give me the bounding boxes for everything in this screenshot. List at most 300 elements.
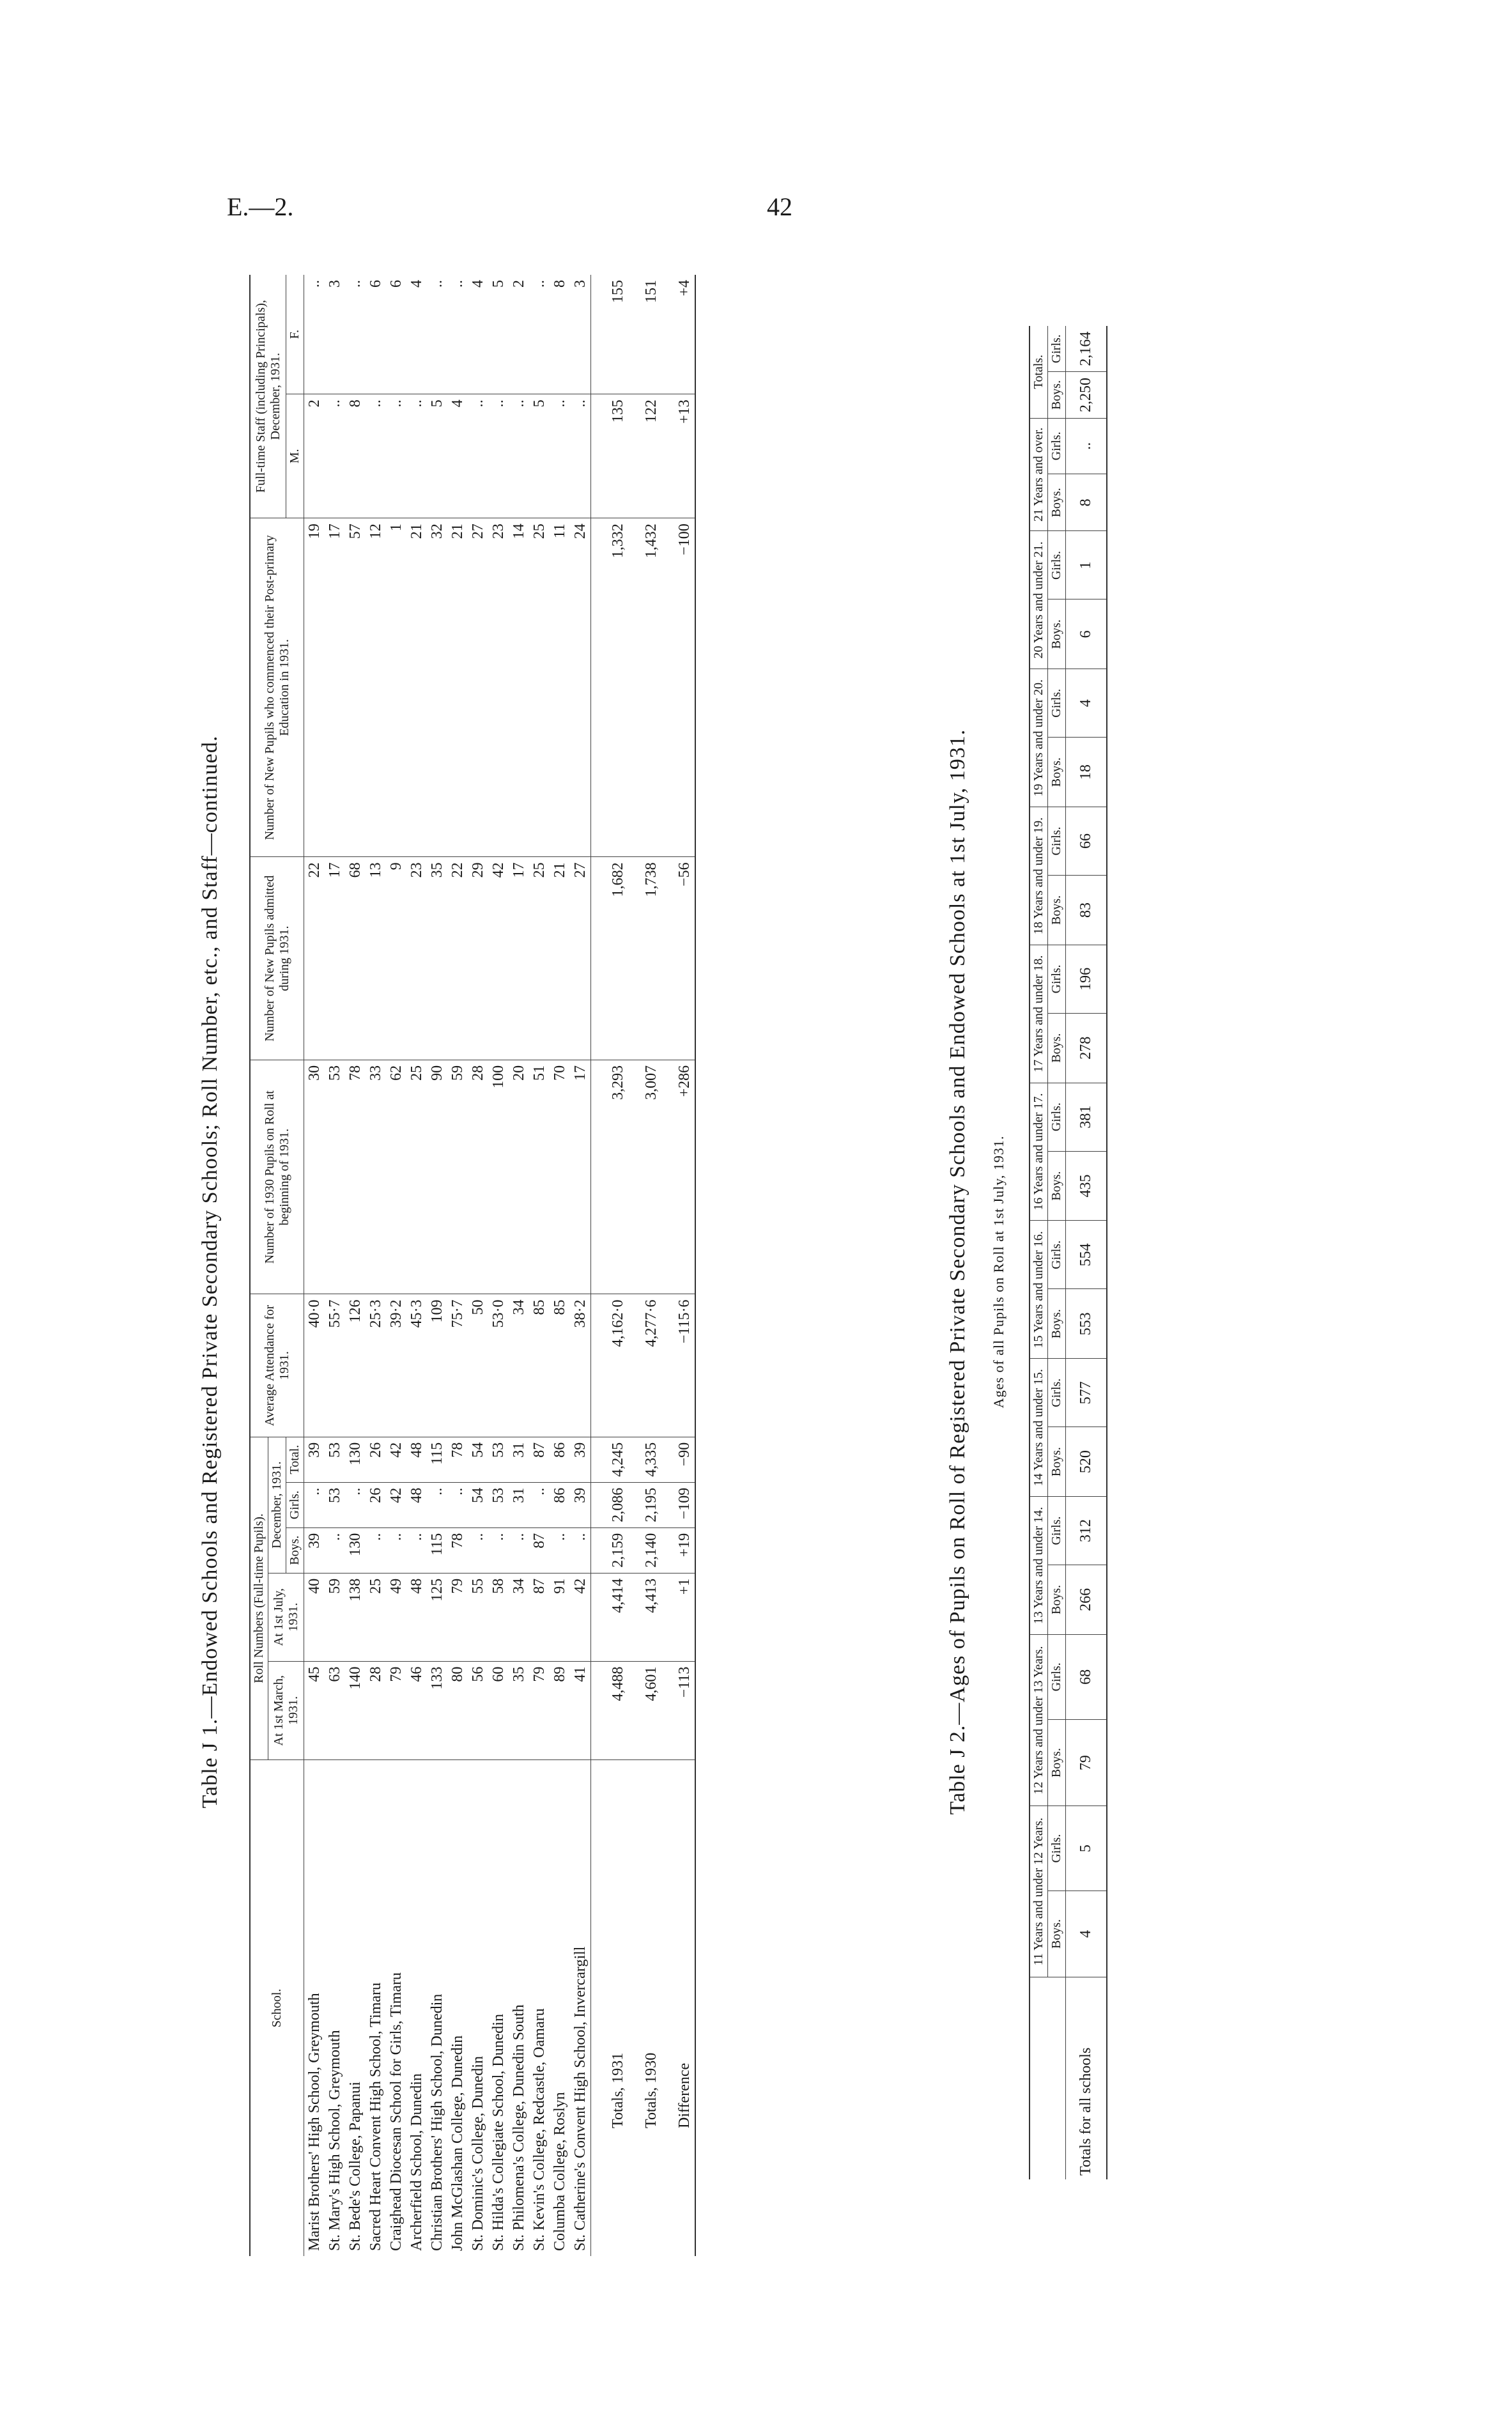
table-j1-title: Table J 1.—Endowed Schools and Registered Private Secondary Schools; Roll Number, etc., and Staff—continued.: [198, 735, 222, 1809]
cell-total: 86: [550, 1437, 570, 1482]
cell-f: 6: [386, 275, 406, 394]
col-staff-f: F.: [286, 275, 304, 394]
col-girls: Girls.: [1048, 531, 1066, 599]
col-at-march: At 1st March, 1931.: [268, 1661, 304, 1759]
cell-total: 26: [366, 1437, 386, 1482]
col-girls: Girls.: [1048, 1221, 1066, 1289]
cell-commenced: 14: [509, 518, 529, 857]
cell-n1930: 17: [570, 1060, 591, 1294]
total-cell-total: 4,335: [628, 1437, 661, 1482]
school-name: Sacred Heart Convent High School, Timaru: [367, 1983, 384, 2251]
cell-july: 40: [304, 1573, 325, 1661]
cell-july: 59: [325, 1573, 345, 1661]
cell-n1930: 33: [366, 1060, 386, 1294]
age-count-cell: 68: [1066, 1634, 1107, 1719]
col-boys: Boys.: [1048, 599, 1066, 669]
table-row: [345, 275, 366, 2256]
total-cell-admitted: 1,682: [591, 857, 629, 1060]
cell-total: 48: [406, 1437, 427, 1482]
table-row: [529, 275, 550, 2256]
total-cell-commenced: 1,432: [628, 518, 661, 857]
cell-avg: 50: [468, 1294, 488, 1437]
col-boys: Boys.: [286, 1527, 304, 1573]
col-girls: Girls.: [286, 1482, 304, 1527]
age-group-header: 11 Years and under 12 Years.: [1030, 1806, 1048, 1977]
table-row: [427, 275, 447, 2256]
cell-july: 55: [468, 1573, 488, 1661]
cell-boys: 39: [304, 1527, 325, 1573]
cell-f: 2: [509, 275, 529, 394]
cell-march: 45: [304, 1661, 325, 1759]
cell-total: 78: [447, 1437, 468, 1482]
total-cell-boys: 2,159: [591, 1527, 629, 1573]
age-count-cell: ..: [1066, 418, 1107, 474]
cell-girls: 53: [325, 1482, 345, 1527]
age-group-header: 16 Years and under 17.: [1030, 1083, 1048, 1221]
cell-avg: 45·3: [406, 1294, 427, 1437]
table-row: [550, 275, 570, 2256]
total-cell-total: 4,245: [591, 1437, 629, 1482]
cell-march: 35: [509, 1661, 529, 1759]
cell-m: ..: [366, 394, 386, 518]
cell-m: ..: [550, 394, 570, 518]
totals-label: Totals, 1931: [591, 1760, 629, 2257]
col-staff-m: M.: [286, 394, 304, 518]
cell-girls: 53: [488, 1482, 509, 1527]
cell-avg: 109: [427, 1294, 447, 1437]
col-girls: Girls.: [1048, 1083, 1066, 1151]
school-name: St. Bede's College, Papanui: [346, 2082, 364, 2251]
cell-july: 91: [550, 1573, 570, 1661]
age-group-header: 13 Years and under 14.: [1030, 1497, 1048, 1635]
cell-july: 25: [366, 1573, 386, 1661]
school-name: John McGlashan College, Dunedin: [449, 2035, 466, 2251]
age-count-cell: 5: [1066, 1806, 1107, 1891]
cell-july: 79: [447, 1573, 468, 1661]
age-count-cell: 381: [1066, 1083, 1107, 1151]
cell-admitted: 35: [427, 857, 447, 1060]
col-staff: Full-time Staff (including Principals), December, 1931.: [250, 275, 286, 518]
col-avg-attendance: Average Attendance for 1931.: [250, 1294, 304, 1437]
col-new-admitted: Number of New Pupils admitted during 1931.: [250, 857, 304, 1060]
cell-march: 41: [570, 1661, 591, 1759]
cell-commenced: 57: [345, 518, 366, 857]
col-1930-pupils: Number of 1930 Pupils on Roll at beginning of 1931.: [250, 1060, 304, 1294]
cell-march: 140: [345, 1661, 366, 1759]
totals-label: Totals, 1930: [642, 2052, 660, 2128]
cell-avg: 39·2: [386, 1294, 406, 1437]
cell-march: 79: [529, 1661, 550, 1759]
cell-boys: ..: [366, 1527, 386, 1573]
cell-total: 53: [325, 1437, 345, 1482]
cell-commenced: 32: [427, 518, 447, 857]
total-cell-admitted: −56: [661, 857, 695, 1060]
cell-girls: 86: [550, 1482, 570, 1527]
age-count-cell: 520: [1066, 1427, 1107, 1497]
cell-july: 49: [386, 1573, 406, 1661]
cell-avg: 75·7: [447, 1294, 468, 1437]
total-cell-girls: 2,195: [628, 1482, 661, 1527]
cell-boys: 87: [529, 1527, 550, 1573]
cell-avg: 25·3: [366, 1294, 386, 1437]
cell-commenced: 1: [386, 518, 406, 857]
cell-total: 130: [345, 1437, 366, 1482]
cell-total: 53: [488, 1437, 509, 1482]
cell-f: 4: [468, 275, 488, 394]
cell-commenced: 19: [304, 518, 325, 857]
col-total: Total.: [286, 1437, 304, 1482]
age-group-header: 18 Years and under 19.: [1030, 807, 1048, 945]
cell-f: ..: [529, 275, 550, 394]
age-group-header: 21 Years and over.: [1030, 418, 1048, 531]
total-cell-july: +1: [661, 1573, 695, 1661]
cell-avg: 85: [529, 1294, 550, 1437]
cell-n1930: 30: [304, 1060, 325, 1294]
col-boys: Boys.: [1048, 474, 1066, 531]
cell-commenced: 21: [406, 518, 427, 857]
col-december: December, 1931.: [268, 1437, 286, 1573]
table-row: [570, 275, 591, 2256]
cell-boys: ..: [325, 1527, 345, 1573]
cell-admitted: 22: [304, 857, 325, 1060]
page-number: 42: [767, 192, 792, 221]
cell-girls: ..: [529, 1482, 550, 1527]
total-cell-boys: 2,140: [628, 1527, 661, 1573]
cell-n1930: 62: [386, 1060, 406, 1294]
cell-admitted: 27: [570, 857, 591, 1060]
cell-july: 34: [509, 1573, 529, 1661]
col-girls: Girls.: [1048, 945, 1066, 1013]
cell-july: 138: [345, 1573, 366, 1661]
age-count-cell: 435: [1066, 1151, 1107, 1221]
total-cell-girls: 2,086: [591, 1482, 629, 1527]
total-cell-total: −90: [661, 1437, 695, 1482]
cell-avg: 53·0: [488, 1294, 509, 1437]
col-roll-numbers: Roll Numbers (Full-time Pupils).: [250, 1437, 268, 1759]
age-group-header: 15 Years and under 16.: [1030, 1221, 1048, 1359]
col-girls: Girls.: [1048, 1359, 1066, 1427]
cell-m: ..: [468, 394, 488, 518]
cell-commenced: 17: [325, 518, 345, 857]
age-count-cell: 8: [1066, 474, 1107, 531]
table-row: [468, 275, 488, 2256]
cell-commenced: 12: [366, 518, 386, 857]
cell-avg: 34: [509, 1294, 529, 1437]
cell-total: 39: [304, 1437, 325, 1482]
cell-n1930: 53: [325, 1060, 345, 1294]
cell-march: 63: [325, 1661, 345, 1759]
cell-boys: ..: [488, 1527, 509, 1573]
school-name: St. Hilda's Collegiate School, Dunedin: [490, 2014, 507, 2251]
age-count-cell: 553: [1066, 1289, 1107, 1359]
table-j2-subtitle: Ages of all Pupils on Roll at 1st July, 1931.: [991, 1135, 1007, 1409]
age-count-cell: 312: [1066, 1497, 1107, 1565]
cell-f: 3: [325, 275, 345, 394]
cell-f: 6: [366, 275, 386, 394]
cell-n1930: 25: [406, 1060, 427, 1294]
cell-m: 5: [427, 394, 447, 518]
school-name: St. Philomena's College, Dunedin South: [510, 2004, 527, 2251]
cell-girls: 31: [509, 1482, 529, 1527]
cell-avg: 126: [345, 1294, 366, 1437]
cell-girls: ..: [427, 1482, 447, 1527]
total-cell-m: +13: [661, 394, 695, 518]
age-count-cell: 18: [1066, 738, 1107, 807]
total-cell-avg: 4,277·6: [628, 1294, 661, 1437]
cell-girls: 54: [468, 1482, 488, 1527]
age-count-cell: 4: [1066, 1891, 1107, 1977]
school-name: Christian Brothers' High School, Dunedin: [428, 1993, 445, 2251]
totals-row: [661, 275, 695, 2256]
cell-july: 42: [570, 1573, 591, 1661]
age-group-header: 14 Years and under 15.: [1030, 1359, 1048, 1497]
cell-july: 125: [427, 1573, 447, 1661]
cell-total: 31: [509, 1437, 529, 1482]
cell-total: 115: [427, 1437, 447, 1482]
cell-march: 28: [366, 1661, 386, 1759]
cell-boys: ..: [570, 1527, 591, 1573]
cell-july: 48: [406, 1573, 427, 1661]
cell-admitted: 22: [447, 857, 468, 1060]
total-cell-march: −113: [661, 1661, 695, 1759]
page-reference: E.—2.: [227, 192, 294, 221]
age-group-header: 20 Years and under 21.: [1030, 531, 1048, 669]
age-group-header: 19 Years and under 20.: [1030, 669, 1048, 807]
total-cell-march: 4,488: [591, 1661, 629, 1759]
cell-m: 5: [529, 394, 550, 518]
total-cell-n1930: 3,293: [591, 1060, 629, 1294]
cell-m: ..: [570, 394, 591, 518]
table-row: [509, 275, 529, 2256]
total-cell-f: 151: [628, 275, 661, 394]
cell-f: 4: [406, 275, 427, 394]
col-at-july: At 1st July, 1931.: [268, 1573, 304, 1661]
age-count-cell: 554: [1066, 1221, 1107, 1289]
cell-m: ..: [325, 394, 345, 518]
age-count-cell: 2,250: [1066, 372, 1107, 418]
col-boys: Boys.: [1048, 1013, 1066, 1083]
cell-admitted: 17: [509, 857, 529, 1060]
cell-commenced: 21: [447, 518, 468, 857]
cell-commenced: 27: [468, 518, 488, 857]
cell-admitted: 23: [406, 857, 427, 1060]
rotated-tables: [160, 249, 1297, 2294]
age-group-header: 17 Years and under 18.: [1030, 945, 1048, 1083]
school-name: Marist Brothers' High School, Greymouth: [305, 1993, 323, 2251]
cell-avg: 55·7: [325, 1294, 345, 1437]
age-count-cell: 83: [1066, 876, 1107, 945]
cell-f: 5: [488, 275, 509, 394]
cell-m: 2: [304, 394, 325, 518]
total-cell-boys: +19: [661, 1527, 695, 1573]
cell-n1930: 78: [345, 1060, 366, 1294]
cell-march: 89: [550, 1661, 570, 1759]
total-cell-n1930: 3,007: [628, 1060, 661, 1294]
total-cell-m: 135: [591, 394, 629, 518]
col-boys: Boys.: [1048, 1427, 1066, 1497]
age-count-cell: 6: [1066, 599, 1107, 669]
cell-boys: 115: [427, 1527, 447, 1573]
col-blank: [1030, 1977, 1066, 2180]
cell-girls: 48: [406, 1482, 427, 1527]
cell-m: ..: [488, 394, 509, 518]
col-girls: Girls.: [1048, 1634, 1066, 1719]
cell-boys: ..: [406, 1527, 427, 1573]
cell-march: 60: [488, 1661, 509, 1759]
cell-m: ..: [386, 394, 406, 518]
cell-total: 87: [529, 1437, 550, 1482]
col-girls: Girls.: [1048, 669, 1066, 738]
cell-f: 8: [550, 275, 570, 394]
cell-f: 3: [570, 275, 591, 394]
cell-commenced: 24: [570, 518, 591, 857]
totals-row: [591, 275, 629, 2256]
cell-admitted: 68: [345, 857, 366, 1060]
totals-label: Difference: [675, 2062, 693, 2128]
total-cell-july: 4,414: [591, 1573, 629, 1661]
total-cell-f: +4: [661, 275, 695, 394]
age-count-cell: 266: [1066, 1565, 1107, 1634]
cell-girls: 42: [386, 1482, 406, 1527]
cell-avg: 38·2: [570, 1294, 591, 1437]
cell-admitted: 25: [529, 857, 550, 1060]
col-boys: Boys.: [1048, 372, 1066, 418]
table-j1: [249, 275, 696, 2256]
total-cell-admitted: 1,738: [628, 857, 661, 1060]
cell-march: 79: [386, 1661, 406, 1759]
cell-total: 54: [468, 1437, 488, 1482]
table-row: [325, 275, 345, 2256]
col-school: School.: [250, 1760, 304, 2257]
table-row: [386, 275, 406, 2256]
total-cell-girls: −109: [661, 1482, 695, 1527]
cell-girls: ..: [447, 1482, 468, 1527]
cell-avg: 85: [550, 1294, 570, 1437]
cell-admitted: 13: [366, 857, 386, 1060]
cell-march: 133: [427, 1661, 447, 1759]
cell-n1930: 28: [468, 1060, 488, 1294]
cell-n1930: 90: [427, 1060, 447, 1294]
table-row: [366, 275, 386, 2256]
col-girls: Girls.: [1048, 326, 1066, 372]
col-girls: Girls.: [1048, 1806, 1066, 1891]
cell-n1930: 51: [529, 1060, 550, 1294]
total-cell-n1930: +286: [661, 1060, 695, 1294]
age-count-cell: 196: [1066, 945, 1107, 1013]
total-cell-f: 155: [591, 275, 629, 394]
age-count-cell: 66: [1066, 807, 1107, 876]
cell-n1930: 20: [509, 1060, 529, 1294]
col-boys: Boys.: [1048, 738, 1066, 807]
table-j2-title: Table J 2.—Ages of Pupils on Roll of Registered Private Secondary Schools and Endowed Schools at 1st July, 1931.: [946, 729, 969, 1815]
school-name: St. Mary's High School, Greymouth: [326, 2030, 343, 2251]
age-group-header: Totals.: [1030, 326, 1048, 418]
cell-f: ..: [447, 275, 468, 394]
cell-boys: 130: [345, 1527, 366, 1573]
age-count-cell: 4: [1066, 669, 1107, 738]
table-row: [406, 275, 427, 2256]
cell-girls: 26: [366, 1482, 386, 1527]
total-cell-m: 122: [628, 394, 661, 518]
col-boys: Boys.: [1048, 1891, 1066, 1977]
school-name: St. Dominic's College, Dunedin: [469, 2056, 486, 2251]
total-cell-avg: 4,162·0: [591, 1294, 629, 1437]
cell-boys: ..: [550, 1527, 570, 1573]
cell-total: 39: [570, 1437, 591, 1482]
cell-admitted: 42: [488, 857, 509, 1060]
cell-commenced: 25: [529, 518, 550, 857]
cell-m: ..: [406, 394, 427, 518]
totals-row: [628, 275, 661, 2256]
col-girls: Girls.: [1048, 807, 1066, 876]
total-cell-july: 4,413: [628, 1573, 661, 1661]
school-name: St. Catherine's Convent High School, Invercargill: [571, 1946, 589, 2251]
cell-m: ..: [509, 394, 529, 518]
col-girls: Girls.: [1048, 1497, 1066, 1565]
age-count-cell: 278: [1066, 1013, 1107, 1083]
cell-march: 80: [447, 1661, 468, 1759]
age-count-cell: 79: [1066, 1719, 1107, 1806]
cell-avg: 40·0: [304, 1294, 325, 1437]
total-cell-commenced: −100: [661, 518, 695, 857]
age-count-cell: 1: [1066, 531, 1107, 599]
cell-july: 58: [488, 1573, 509, 1661]
cell-admitted: 21: [550, 857, 570, 1060]
cell-f: ..: [304, 275, 325, 394]
cell-girls: 39: [570, 1482, 591, 1527]
school-name: Archerfield School, Dunedin: [408, 2073, 425, 2251]
total-cell-march: 4,601: [628, 1661, 661, 1759]
table-j2: [1029, 326, 1107, 2179]
cell-f: ..: [345, 275, 366, 394]
cell-admitted: 17: [325, 857, 345, 1060]
cell-f: ..: [427, 275, 447, 394]
col-boys: Boys.: [1048, 1565, 1066, 1634]
cell-commenced: 23: [488, 518, 509, 857]
cell-july: 87: [529, 1573, 550, 1661]
age-group-header: 12 Years and under 13 Years.: [1030, 1634, 1048, 1806]
age-count-cell: 577: [1066, 1359, 1107, 1427]
table-row: [304, 275, 325, 2256]
col-new-commenced: Number of New Pupils who commenced their Post-primary Education in 1931.: [250, 518, 304, 857]
row-label: Totals for all schools: [1077, 2047, 1094, 2176]
cell-admitted: 29: [468, 857, 488, 1060]
school-name: St. Kevin's College, Redcastle, Oamaru: [530, 2008, 548, 2251]
cell-boys: ..: [386, 1527, 406, 1573]
table-row: [488, 275, 509, 2256]
cell-march: 56: [468, 1661, 488, 1759]
cell-total: 42: [386, 1437, 406, 1482]
cell-n1930: 70: [550, 1060, 570, 1294]
cell-march: 46: [406, 1661, 427, 1759]
age-count-cell: 2,164: [1066, 326, 1107, 372]
cell-commenced: 11: [550, 518, 570, 857]
cell-m: 8: [345, 394, 366, 518]
col-boys: Boys.: [1048, 1719, 1066, 1806]
total-cell-avg: −115·6: [661, 1294, 695, 1437]
school-name: Craighead Diocesan School for Girls, Timaru: [387, 1972, 405, 2251]
col-boys: Boys.: [1048, 1151, 1066, 1221]
col-boys: Boys.: [1048, 1289, 1066, 1359]
cell-admitted: 9: [386, 857, 406, 1060]
school-name: Columba College, Roslyn: [551, 2092, 568, 2251]
cell-n1930: 59: [447, 1060, 468, 1294]
cell-boys: ..: [509, 1527, 529, 1573]
total-cell-commenced: 1,332: [591, 518, 629, 857]
col-girls: Girls.: [1048, 418, 1066, 474]
cell-n1930: 100: [488, 1060, 509, 1294]
cell-girls: ..: [345, 1482, 366, 1527]
